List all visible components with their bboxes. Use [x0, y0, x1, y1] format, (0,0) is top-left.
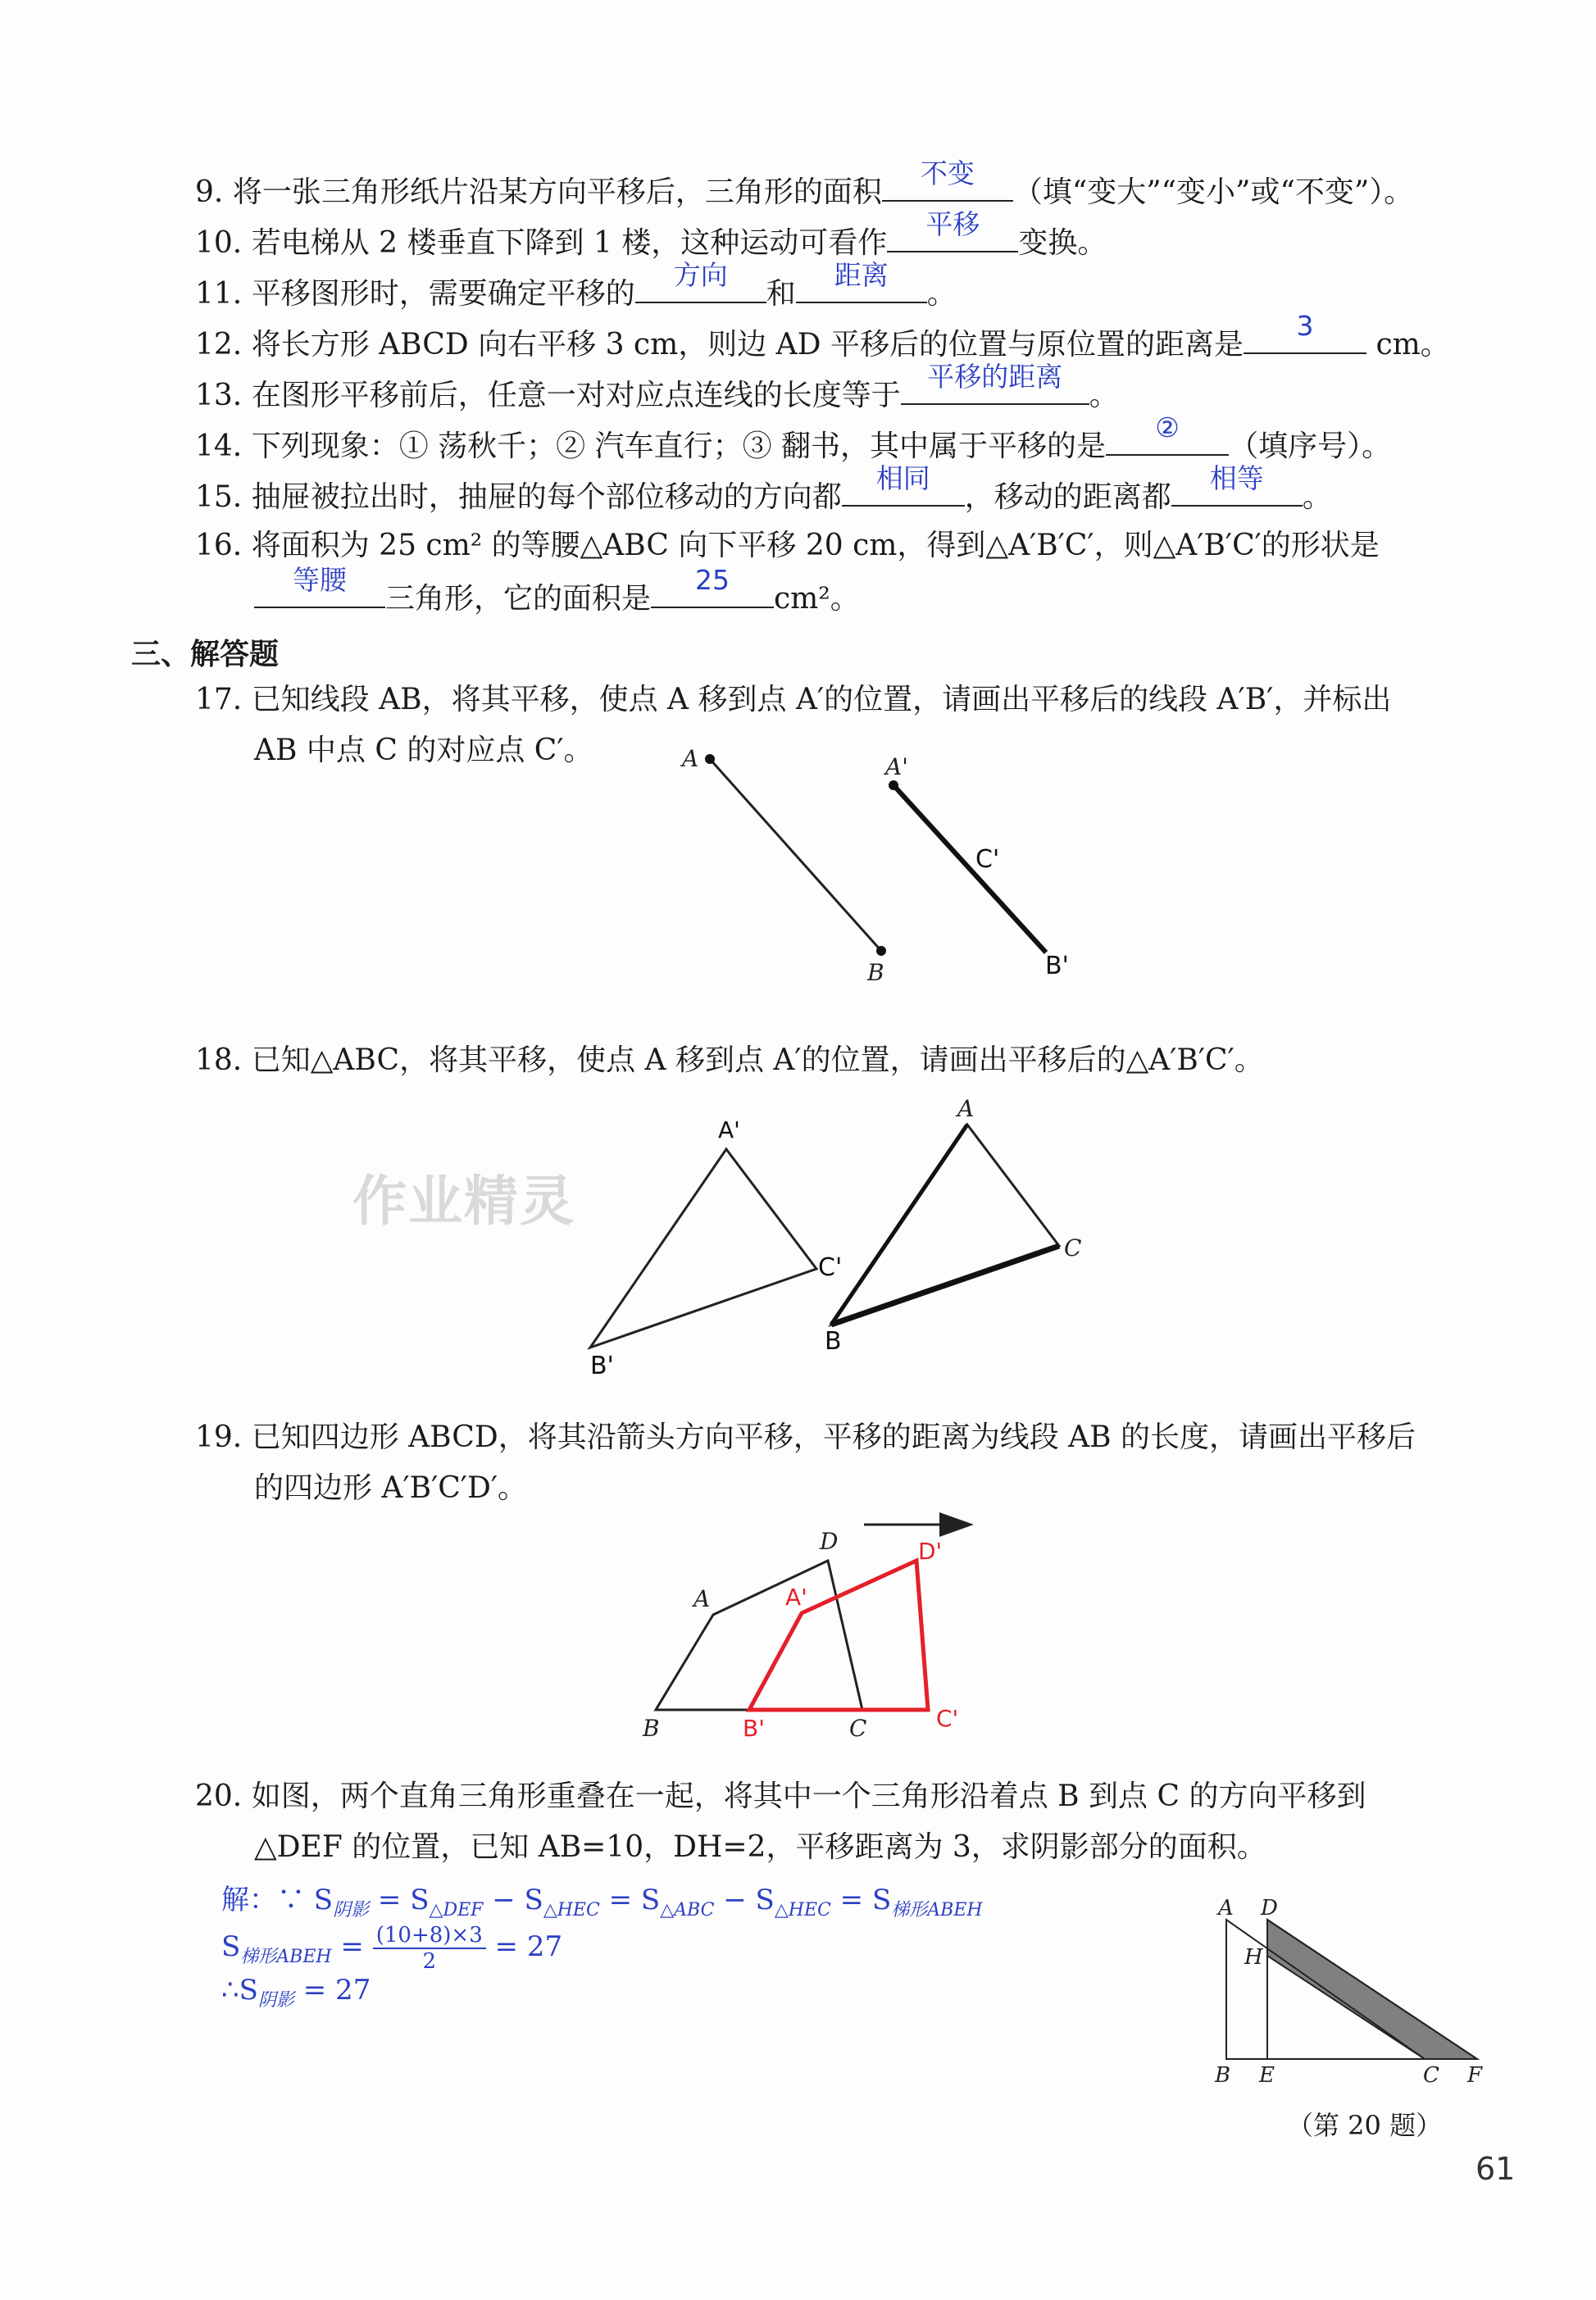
label-c2: C' — [975, 845, 1000, 874]
solution-text: = S — [830, 1884, 892, 1916]
question-text: 已知△ABC，将其平移，使点 A 移到点 A′的位置，请画出平移后的△A′B′C′。 — [251, 1043, 1264, 1077]
solution-text: = S — [369, 1884, 430, 1916]
question-text: 将面积为 25 cm² 的等腰△ABC 向下平移 20 cm，得到△A′B′C′，则△A′B′C′的形状是 — [251, 529, 1380, 562]
question-number: 10. — [195, 226, 243, 260]
question-number: 16. — [195, 529, 243, 562]
question-text: 下列现象：① 荡秋千；② 汽车直行；③ 翻书，其中属于平移的是 — [251, 430, 1107, 463]
question-number: 12. — [195, 328, 243, 361]
label-c: C — [1064, 1234, 1082, 1261]
question-number: 9. — [195, 175, 224, 209]
question-number: 17. — [195, 683, 243, 716]
triangle-def — [1267, 1920, 1477, 2059]
question-number: 13. — [195, 379, 243, 412]
solution-text: − S — [714, 1884, 775, 1916]
figure-caption: （第 20 题） — [1287, 2110, 1443, 2141]
page-number: 61 — [1476, 2151, 1516, 2187]
question-text: ，移动的距离都 — [964, 480, 1171, 514]
label-c: C — [1423, 2063, 1439, 2088]
handwritten-answer: 方向 — [673, 259, 728, 291]
label-b2: B' — [1045, 952, 1069, 980]
label-a2: A' — [885, 753, 908, 780]
question-text: 三角形，它的面积是 — [385, 582, 652, 616]
question-text: 。 — [1302, 480, 1332, 514]
question-text: 。 — [1089, 379, 1119, 412]
question-number: 20. — [195, 1780, 243, 1813]
label-a2: A' — [718, 1116, 740, 1143]
question-text: 变换。 — [1018, 226, 1107, 260]
handwritten-answer: 相等 — [1209, 462, 1264, 494]
label-b2: B' — [590, 1352, 614, 1380]
question-text: 如图，两个直角三角形重叠在一起，将其中一个三角形沿着点 B 到点 C 的方向平移到 — [251, 1780, 1366, 1813]
handwritten-answer: 25 — [695, 564, 730, 596]
question-text: cm。 — [1375, 328, 1450, 361]
label-d: D — [1261, 1896, 1278, 1920]
label-b: B — [867, 959, 884, 986]
label-f: F — [1467, 2063, 1483, 2088]
handwritten-answer: 等腰 — [293, 564, 347, 596]
solution-subscript: △HEC — [774, 1899, 831, 1920]
solution-text: − S — [483, 1884, 543, 1916]
handwritten-answer: 不变 — [920, 157, 975, 189]
label-d: D — [820, 1528, 839, 1555]
handwritten-answer: 相同 — [875, 462, 930, 494]
label-c: C — [849, 1715, 867, 1742]
handwritten-answer: ② — [1155, 411, 1180, 443]
solution-subscript: 阴影 — [257, 1989, 294, 2011]
label-b: B — [825, 1327, 842, 1356]
question-text: 和 — [766, 277, 796, 311]
question-text: 的四边形 A′B′C′D′。 — [254, 1471, 528, 1505]
handwritten-answer: 距离 — [834, 259, 889, 291]
solution-text: = 27 — [485, 1930, 563, 1963]
question-text: 已知线段 AB，将其平移，使点 A 移到点 A′的位置，请画出平移后的线段 A′B′，并标出 — [251, 683, 1392, 716]
label-c2: C' — [936, 1705, 959, 1732]
question-number: 15. — [195, 480, 243, 514]
label-e: E — [1259, 2063, 1275, 2088]
handwritten-answer: 平移的距离 — [927, 361, 1063, 393]
question-text: cm²。 — [774, 582, 860, 616]
solution-text: = 27 — [293, 1974, 371, 2007]
question-number: 18. — [195, 1043, 243, 1077]
label-b2: B' — [743, 1715, 765, 1742]
triangle-abc — [1226, 1920, 1425, 2059]
label-d2: D' — [918, 1538, 943, 1565]
label-b: B — [643, 1715, 660, 1742]
section-title: 三、解答题 — [131, 638, 280, 671]
solution-prefix: 解： — [221, 1884, 277, 1916]
question-text: 将长方形 ABCD 向右平移 3 cm，则边 AD 平移后的位置与原位置的距离是 — [251, 328, 1244, 361]
fraction-numerator: (10+8)×3 — [373, 1923, 486, 1949]
solution-subscript: 梯形ABEH — [240, 1946, 332, 1967]
solution-text: ∴S — [221, 1974, 258, 2007]
solution-subscript: 梯形ABEH — [891, 1899, 983, 1920]
question-text: 若电梯从 2 楼垂直下降到 1 楼，这种运动可看作 — [251, 226, 888, 260]
question-text: 。 — [926, 277, 957, 311]
label-a: A — [1218, 1896, 1234, 1920]
label-b: B — [1215, 2063, 1231, 2088]
label-a: A — [693, 1585, 711, 1612]
question-number: 11. — [195, 277, 243, 311]
label-a: A — [682, 745, 699, 772]
question-text: （填“变大”“变小”或“不变”）。 — [1012, 175, 1414, 209]
question-number: 19. — [195, 1420, 243, 1454]
fraction-denominator: 2 — [422, 1949, 436, 1974]
question-text: （填序号）。 — [1229, 430, 1392, 463]
question-text: 平移图形时，需要确定平移的 — [251, 277, 635, 311]
solution-subscript: △ABC — [660, 1899, 715, 1920]
handwritten-answer: 平移 — [925, 208, 980, 240]
solution-text: ∵ S — [277, 1884, 334, 1916]
label-a2: A' — [785, 1584, 807, 1611]
solution-text: S — [221, 1930, 241, 1963]
solution-text: = — [331, 1930, 373, 1963]
question-text: AB 中点 C 的对应点 C′。 — [254, 734, 593, 767]
solution-subscript: △HEC — [543, 1899, 600, 1920]
solution-text: = S — [599, 1884, 661, 1916]
question-text: 将一张三角形纸片沿某方向平移后，三角形的面积 — [232, 175, 882, 209]
handwritten-answer: 3 — [1296, 310, 1314, 342]
solution-subscript: △DEF — [429, 1899, 484, 1920]
label-c2: C' — [818, 1253, 843, 1282]
question-text: △DEF 的位置，已知 AB=10，DH=2，平移距离为 3，求阴影部分的面积。 — [254, 1830, 1266, 1864]
solution-subscript: 阴影 — [333, 1899, 370, 1920]
label-h: H — [1244, 1945, 1263, 1970]
question-number: 14. — [195, 430, 243, 463]
watermark: 作业精灵 — [352, 1170, 575, 1233]
question-text: 已知四边形 ABCD，将其沿箭头方向平移，平移的距离为线段 AB 的长度，请画出平移后 — [251, 1420, 1416, 1454]
label-a: A — [957, 1095, 975, 1122]
question-text: 在图形平移前后，任意一对对应点连线的长度等于 — [251, 379, 901, 412]
question-text: 抽屉被拉出时，抽屉的每个部位移动的方向都 — [251, 480, 842, 514]
